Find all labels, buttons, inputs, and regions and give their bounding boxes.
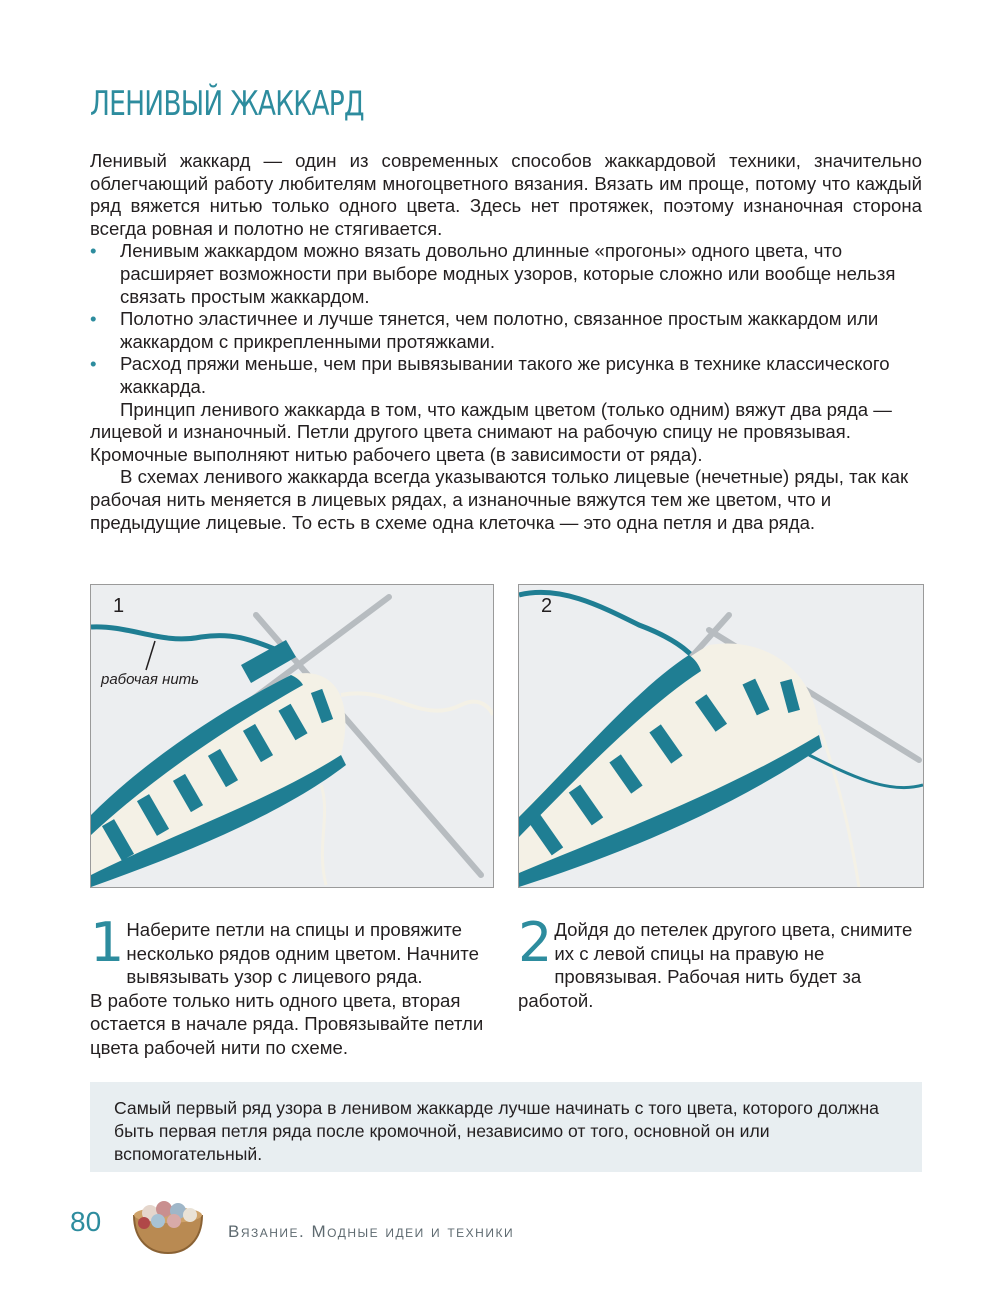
list-item-text: Расход пряжи меньше, чем при вывязывании такого же рисунка в технике классического жаккарда.	[120, 353, 890, 397]
bullet-icon: •	[90, 353, 97, 375]
scheme-paragraph: В схемах ленивого жаккарда всегда указываются только лицевые (нечетные) ряды, так как рабочая нить меняется в лицевых рядах, а изнаночные вяжутся тем же цветом, что и предыдущие лицевые. То есть в схеме одна клеточка — это одна петля и два ряда.	[90, 466, 909, 533]
photo-number: 1	[113, 595, 125, 617]
step-1	[90, 911, 494, 1059]
knitting-illustration-1	[91, 585, 493, 887]
list-item	[90, 353, 922, 398]
tip-box	[90, 1082, 922, 1172]
list-item	[90, 308, 922, 353]
step-text-continued: В работе только нить одного цвета, вторая остается в начале ряда. Провязывайте петли цвета рабочей нити по схеме.	[90, 989, 484, 1058]
knitting-photo-1	[90, 584, 494, 888]
photo-number: 2	[541, 595, 553, 617]
intro-lead: Ленивый жаккард — один из современных способов жаккардовой техники, значительно облегчающий работу любителям многоцветного вязания. Вязать им проще, потому что каждый ряд вяжется нитью только одного цвета. Здесь нет протяжек, поэтому изнаночная сторона всегда ровная и полотно не стягивается.	[90, 150, 922, 239]
page-title: ЛЕНИВЫЙ ЖАККАРД	[90, 84, 364, 124]
step-number: 2	[518, 911, 553, 974]
intro-text	[90, 150, 922, 534]
bullet-icon: •	[90, 308, 97, 330]
tip-text: Самый первый ряд узора в ленивом жаккарде лучше начинать с того цвета, которого должна быть первая петля ряда после кромочной, независимо от того, основной он или вспомогательный.	[114, 1098, 879, 1164]
yarn-basket-icon	[128, 1193, 208, 1260]
knitting-photo-2	[518, 584, 924, 888]
knitting-illustration-2	[519, 585, 923, 887]
advantages-list	[90, 240, 922, 398]
page-number: 80	[70, 1206, 102, 1237]
bullet-icon: •	[90, 240, 97, 262]
step-2	[518, 911, 922, 1012]
principle-paragraph: Принцип ленивого жаккарда в том, что каждым цветом (только одним) вяжут два ряда — лицевой и изнаночный. Петли другого цвета снимают на рабочую спицу не провязывая. Кромочные выполняют нитью рабочего цвета (в зависимости от ряда).	[90, 398, 892, 465]
book-title: Вязание. Модные идеи и техники	[228, 1222, 515, 1241]
list-item	[90, 240, 922, 308]
list-item-text: Ленивым жаккардом можно вязать довольно длинные «прогоны» одного цвета, что расширяет возможности при выборе модных узоров, которые сложно или вообще нельзя связать простым жаккардом.	[120, 240, 896, 307]
step-text: Дойдя до петелек другого цвета, снимите их с левой спицы на правую не провязывая. Рабочая нить будет за работой.	[518, 919, 913, 1011]
working-yarn-label: рабочая нить	[101, 671, 200, 688]
step-number: 1	[90, 911, 125, 974]
list-item-text: Полотно эластичнее и лучше тянется, чем полотно, связанное простым жаккардом или жаккардом с прикрепленными протяжками.	[120, 308, 879, 352]
step-text: Наберите петли на спицы и провяжите несколько рядов одним цветом. Начните вывязывать узор с лицевого ряда.	[126, 919, 479, 987]
